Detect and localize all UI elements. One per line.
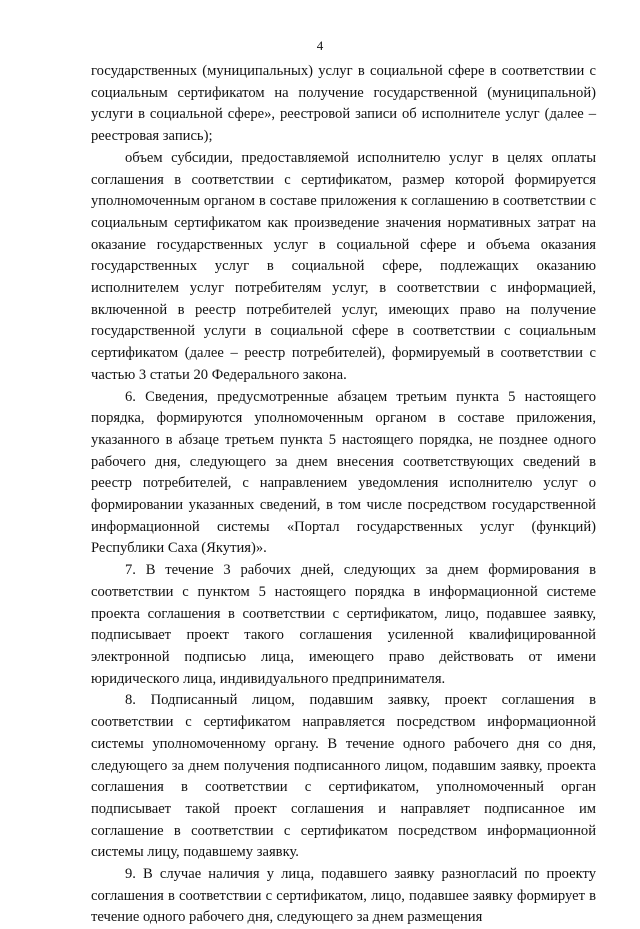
page-number: 4 xyxy=(316,38,324,53)
paragraph-subsidy-volume: объем субсидии, предоставляемой исполнителю услуг в целях оплаты соглашения в соответствии с сертификатом, размер которой формируется уполномоченным органом в составе приложения к соглашению в соответствии с социальным сертификатом как произведение значения нормативных затрат на оказание государственных услуг в социальной сфере и объема оказания государственных услуг в социальной сфере, подлежащих оказанию исполнителем услуг потребителям услуг, в соответствии с информацией, включенной в реестр потребителей услуг, имеющих право на получение государственной услуги в социальной сфере в соответствии с социальным сертификатом (далее – реестр потребителей), формируемый в соответствии с частью 3 статьи 20 Федерального закона. xyxy=(91,149,596,383)
paragraph-item-7: 7. В течение 3 рабочих дней, следующих за днем формирования в соответствии с пунктом 5 настоящего порядка в информационной системе проекта соглашения в соответствии с сертификатом, лицо, подавшее заявку, подписывает проект такого соглашения усиленной квалифицированной электронной подписью лица, имеющего право действовать от имени юридического лица, индивидуального предпринимателя. xyxy=(91,562,596,687)
document-body xyxy=(91,61,596,929)
paragraph-continued: государственных (муниципальных) услуг в социальной сфере в соответствии с социальным сертификатом на получение государственной (муниципальной) услуги в социальной сфере», реестровой записи об исполнителе услуг (далее – реестровая запись); xyxy=(91,63,596,145)
paragraph-item-6: 6. Сведения, предусмотренные абзацем третьим пункта 5 настоящего порядка, формируются уполномоченным органом в составе приложения, указанного в абзаце третьем пункта 5 настоящего порядка, не позднее одного рабочего дня, следующего за днем внесения соответствующих сведений в реестр потребителей, с направлением уведомления исполнителю услуг о формировании указанных сведений, в том числе посредством государственной информационной системы «Портал государственных услуг (функций) Республики Саха (Якутия)». xyxy=(91,388,596,557)
paragraph-item-8: 8. Подписанный лицом, подавшим заявку, проект соглашения в соответствии с сертификатом направляется посредством информационной системы уполномоченному органу. В течение одного рабочего дня со дня, следующего за днем получения подписанного лицом, подавшим заявку, проекта соглашения в соответствии с сертификатом, уполномоченный орган подписывает такой проект соглашения и направляет подписанное им соглашение в соответствии с сертификатом посредством информационной системы лицу, подавшему заявку. xyxy=(91,692,596,861)
paragraph-item-9: 9. В случае наличия у лица, подавшего заявку разногласий по проекту соглашения в соответствии с сертификатом, лицо, подавшее заявку формирует в течение одного рабочего дня, следующего за днем размещения xyxy=(91,866,596,926)
